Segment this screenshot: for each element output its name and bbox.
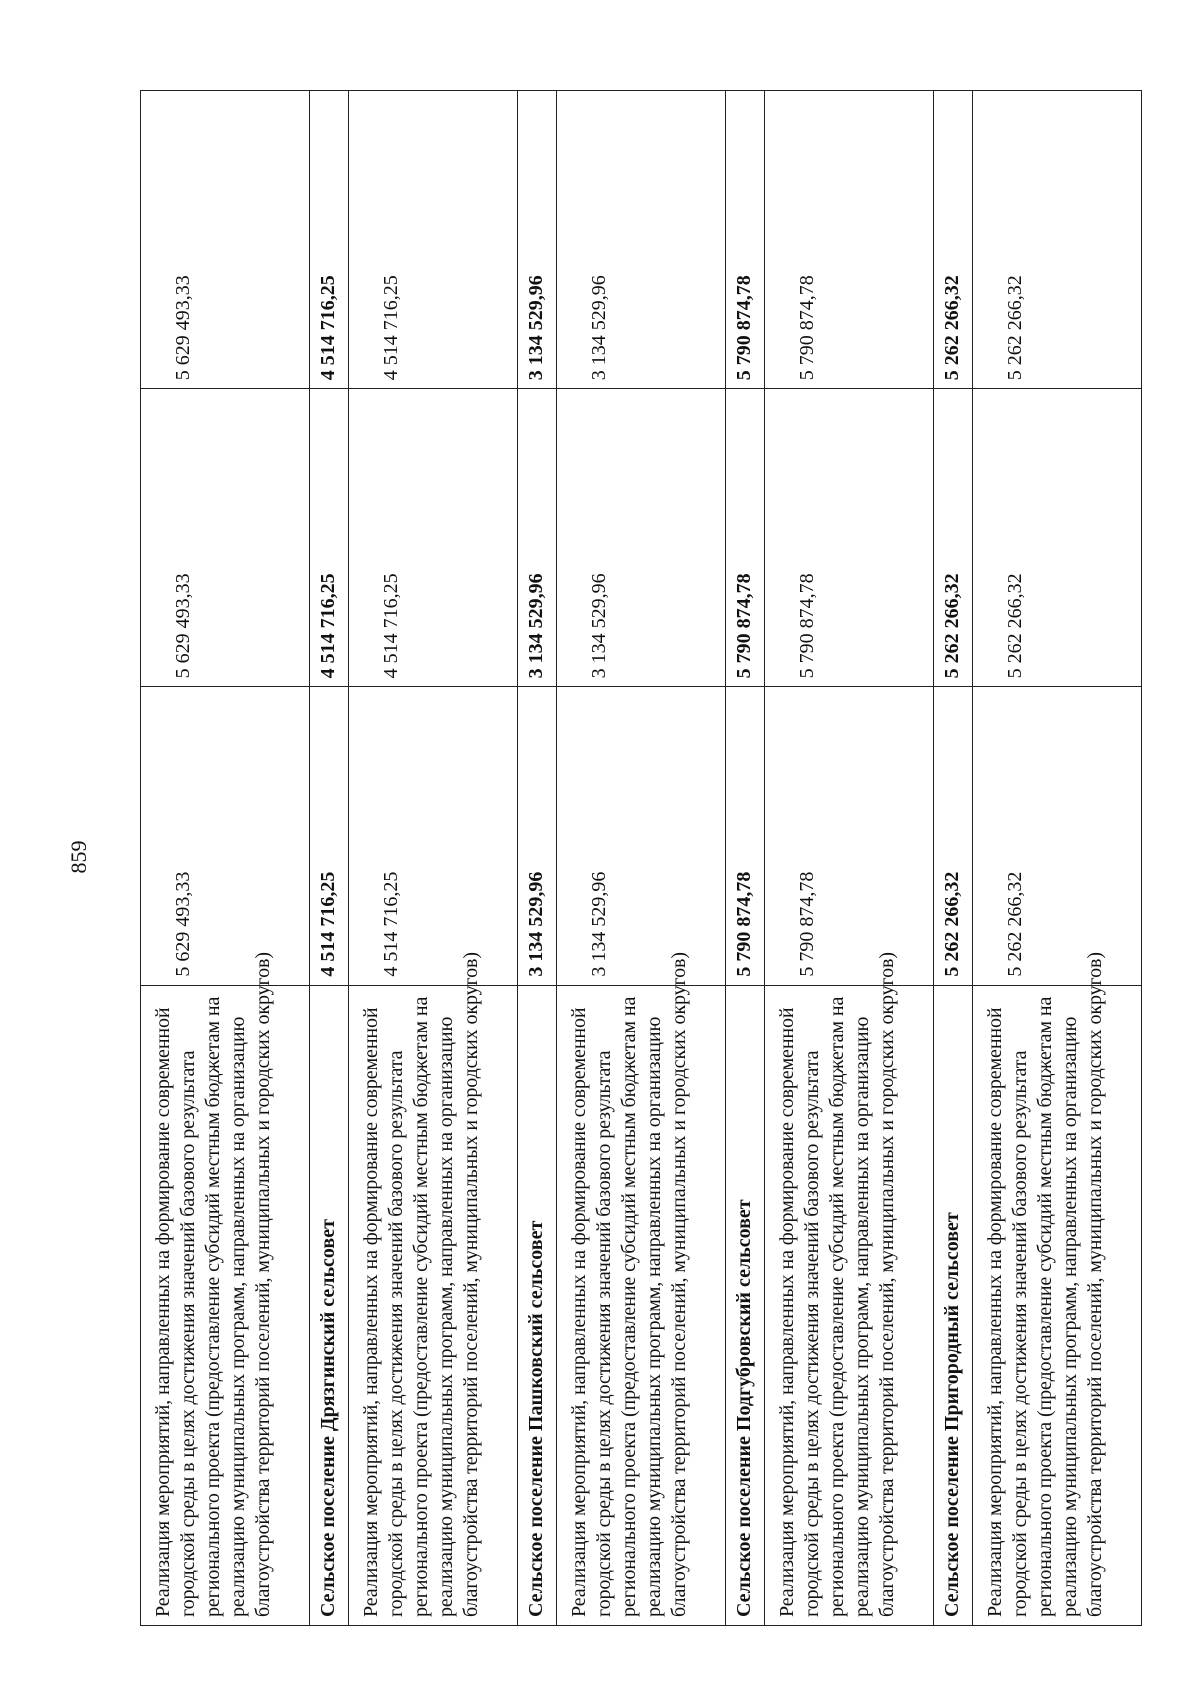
description-line: городской среды в целях достижения значений базового результата [385, 1050, 407, 1617]
description-line: реализацию муниципальных программ, направленных на организацию [1059, 1016, 1081, 1617]
settlement-name-cell [726, 985, 765, 1625]
amount-value: 5 262 266,32 [1004, 871, 1026, 977]
description-cell [765, 952, 934, 1625]
settlement-name: Сельское поселение Пригородный сельсовет [941, 1212, 963, 1617]
amount-value: 5 790 874,78 [796, 573, 818, 679]
amount-cell [557, 91, 726, 389]
amount-cell [557, 687, 726, 985]
budget-table-body [141, 91, 1142, 1626]
description-line: реализацию муниципальных программ, направленных на организацию [227, 1016, 249, 1617]
description-cell [141, 952, 310, 1625]
description-line: регионального проекта (предоставление субсидий местным бюджетам на [1034, 996, 1056, 1617]
description-line: реализацию муниципальных программ, направленных на организацию [851, 1016, 873, 1617]
total-cell [518, 687, 557, 985]
settlement-name: Сельское поселение Пашковский сельсовет [525, 1220, 547, 1617]
description-line: городской среды в целях достижения значений базового результата [177, 1050, 199, 1617]
description-line: благоустройства территорий поселений, муниципальных и городских округов) [876, 952, 898, 1617]
description-line: реализацию муниципальных программ, направленных на организацию [435, 1016, 457, 1617]
description-line: Реализация мероприятий, направленных на формирование современной [776, 1007, 798, 1617]
description-line: Реализация мероприятий, направленных на формирование современной [568, 1007, 590, 1617]
amount-value: 4 514 716,25 [380, 573, 402, 679]
description-cell [349, 952, 518, 1625]
total-value: 3 134 529,96 [525, 871, 547, 977]
total-value: 5 790 874,78 [733, 871, 755, 977]
amount-cell [557, 389, 726, 687]
table-row-detail [973, 91, 1142, 1626]
table-row-settlement [310, 91, 349, 1626]
table-row-detail [557, 91, 726, 1626]
table-row-detail [765, 91, 934, 1626]
amount-cell [349, 91, 518, 389]
total-cell [310, 91, 349, 389]
total-cell [310, 687, 349, 985]
settlement-name: Сельское поселение Подгубровский сельсовет [733, 1199, 755, 1617]
amount-cell [349, 389, 518, 687]
total-value: 4 514 716,25 [317, 275, 339, 381]
table-row-detail [349, 91, 518, 1626]
amount-cell [973, 389, 1142, 687]
total-cell [934, 389, 973, 687]
total-value: 4 514 716,25 [317, 573, 339, 679]
amount-cell [141, 389, 310, 687]
total-cell [726, 91, 765, 389]
budget-table [140, 90, 1142, 1626]
description-line: регионального проекта (предоставление субсидий местным бюджетам на [202, 996, 224, 1617]
table-row-settlement [518, 91, 557, 1626]
description-text [557, 952, 724, 1625]
total-value: 5 262 266,32 [941, 573, 963, 679]
settlement-name-cell [934, 985, 973, 1625]
description-line: городской среды в целях достижения значений базового результата [801, 1050, 823, 1617]
table-row-settlement [726, 91, 765, 1626]
total-value: 3 134 529,96 [525, 275, 547, 381]
description-line: Реализация мероприятий, направленных на формирование современной [984, 1007, 1006, 1617]
amount-value: 4 514 716,25 [380, 871, 402, 977]
description-line: благоустройства территорий поселений, муниципальных и городских округов) [1084, 952, 1106, 1617]
description-cell [557, 952, 726, 1625]
amount-value: 3 134 529,96 [588, 573, 610, 679]
description-line: регионального проекта (предоставление субсидий местным бюджетам на [618, 996, 640, 1617]
amount-cell [141, 687, 310, 985]
total-cell [726, 389, 765, 687]
description-cell [973, 952, 1142, 1625]
settlement-name-cell [518, 985, 557, 1625]
description-line: Реализация мероприятий, направленных на формирование современной [360, 1007, 382, 1617]
description-text [765, 952, 932, 1625]
amount-cell [765, 389, 934, 687]
page-number: 859 [66, 840, 91, 874]
total-value: 5 790 874,78 [733, 573, 755, 679]
settlement-name: Сельское поселение Дрязгинский сельсовет [317, 1219, 339, 1617]
total-cell [518, 91, 557, 389]
settlement-name-cell [310, 985, 349, 1625]
total-value: 3 134 529,96 [525, 573, 547, 679]
amount-value: 5 262 266,32 [1004, 573, 1026, 679]
total-cell [310, 389, 349, 687]
amount-value: 5 629 493,33 [172, 573, 194, 679]
description-text [141, 952, 308, 1625]
table-row-settlement [934, 91, 973, 1626]
amount-value: 5 790 874,78 [796, 871, 818, 977]
amount-value: 5 262 266,32 [1004, 275, 1026, 381]
amount-value: 5 629 493,33 [172, 275, 194, 381]
total-cell [934, 687, 973, 985]
amount-cell [973, 91, 1142, 389]
rotated-page [52, 0, 1152, 1677]
description-line: регионального проекта (предоставление субсидий местным бюджетам на [410, 996, 432, 1617]
description-line: городской среды в целях достижения значений базового результата [593, 1050, 615, 1617]
amount-cell [765, 687, 934, 985]
description-text [349, 952, 516, 1625]
amount-cell [973, 687, 1142, 985]
total-cell [934, 91, 973, 389]
amount-cell [349, 687, 518, 985]
description-line: городской среды в целях достижения значений базового результата [1009, 1050, 1031, 1617]
amount-cell [141, 91, 310, 389]
description-text [973, 952, 1140, 1625]
description-line: благоустройства территорий поселений, муниципальных и городских округов) [460, 952, 482, 1617]
amount-value: 3 134 529,96 [588, 871, 610, 977]
description-line: реализацию муниципальных программ, направленных на организацию [643, 1016, 665, 1617]
total-value: 5 262 266,32 [941, 275, 963, 381]
description-line: благоустройства территорий поселений, муниципальных и городских округов) [668, 952, 690, 1617]
amount-value: 3 134 529,96 [588, 275, 610, 381]
total-value: 4 514 716,25 [317, 871, 339, 977]
total-value: 5 790 874,78 [733, 275, 755, 381]
description-line: благоустройства территорий поселений, муниципальных и городских округов) [252, 952, 274, 1617]
amount-value: 5 790 874,78 [796, 275, 818, 381]
amount-cell [765, 91, 934, 389]
amount-value: 5 629 493,33 [172, 871, 194, 977]
description-line: Реализация мероприятий, направленных на формирование современной [152, 1007, 174, 1617]
table-row-detail [141, 91, 310, 1626]
description-line: регионального проекта (предоставление субсидий местным бюджетам на [826, 996, 848, 1617]
total-value: 5 262 266,32 [941, 871, 963, 977]
total-cell [726, 687, 765, 985]
total-cell [518, 389, 557, 687]
amount-value: 4 514 716,25 [380, 275, 402, 381]
